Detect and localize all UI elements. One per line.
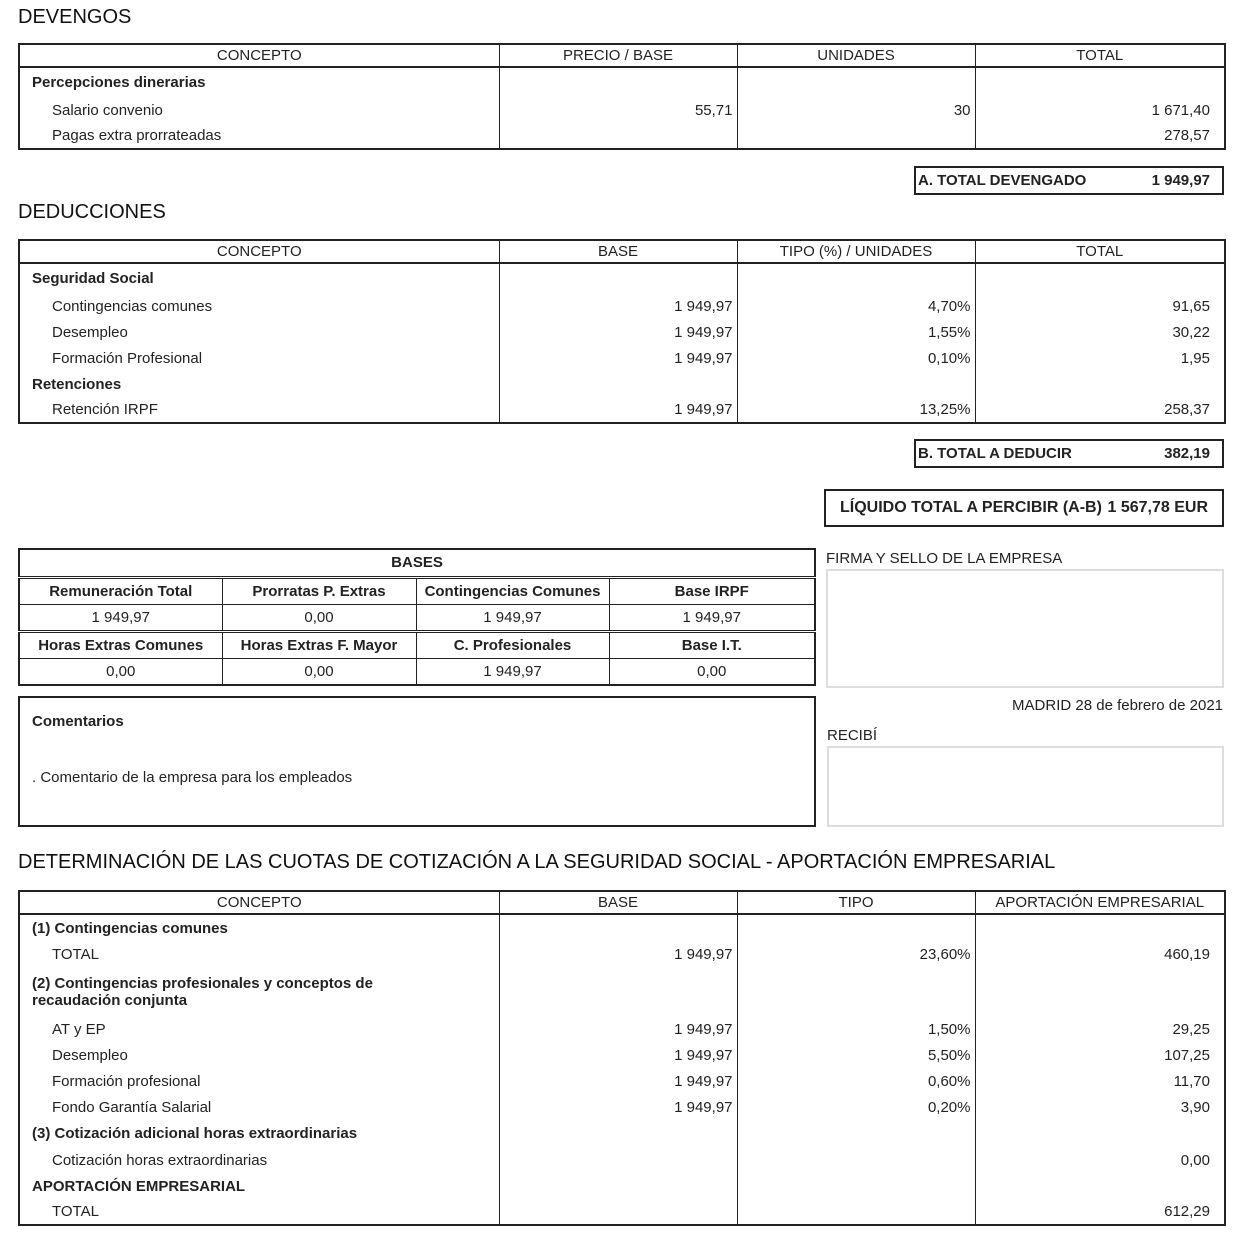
c-profesionales-value: 1 949,97: [416, 658, 609, 685]
bases-title: BASES: [19, 549, 815, 577]
table-row: [19, 1094, 1225, 1120]
precio-cell: [499, 123, 737, 149]
group-row: [19, 263, 1225, 293]
bases-header-row: [19, 577, 815, 604]
precio-cell: 55,71: [499, 97, 737, 123]
total-cell: 258,37: [975, 397, 1225, 423]
base-cell: 1 949,97: [499, 1094, 737, 1120]
header-concepto: CONCEPTO: [19, 44, 499, 67]
fecha-label: MADRID 28 de febrero de 2021: [1012, 697, 1223, 714]
base-cell: 1 949,97: [499, 1042, 737, 1068]
concepto-cell: Formación profesional: [19, 1068, 499, 1094]
tipo-cell: 0,10%: [737, 345, 975, 371]
base-cell: 1 949,97: [499, 319, 737, 345]
total-devengado-label: A. TOTAL DEVENGADO: [918, 172, 1087, 189]
base-cell: [499, 1199, 737, 1225]
total-deducir-box: [914, 439, 1224, 468]
comentarios-text: . Comentario de la empresa para los empleados: [32, 769, 353, 786]
comentarios-box: [18, 696, 816, 827]
remuneracion-total-header: Remuneración Total: [19, 577, 222, 604]
group-row: [19, 1120, 1225, 1146]
concepto-cell: Pagas extra prorrateadas: [19, 123, 499, 149]
total-cell: 11,70: [975, 1068, 1225, 1094]
prorratas-value: 0,00: [222, 604, 416, 631]
unidades-cell: [737, 123, 975, 149]
unidades-cell: 30: [737, 97, 975, 123]
base-cell: 1 949,97: [499, 397, 737, 423]
table-row: [19, 345, 1225, 371]
horas-extras-fmayor-value: 0,00: [222, 658, 416, 685]
prorratas-header: Prorratas P. Extras: [222, 577, 416, 604]
total-devengado-value: 1 949,97: [1151, 172, 1210, 189]
concepto-cell: Salario convenio: [19, 97, 499, 123]
liquido-box: [824, 489, 1224, 527]
total-cell: 0,00: [975, 1146, 1225, 1174]
header-tipo: TIPO: [737, 891, 975, 914]
tipo-cell: 23,60%: [737, 942, 975, 967]
comentarios-title: Comentarios: [32, 713, 124, 730]
total-cell: 612,29: [975, 1199, 1225, 1225]
total-cell: 1 671,40: [975, 97, 1225, 123]
group-label: Seguridad Social: [19, 263, 499, 293]
base-cell: 1 949,97: [499, 942, 737, 967]
table-row: [19, 319, 1225, 345]
group-label: (3) Cotización adicional horas extraordinarias: [19, 1120, 499, 1146]
header-precio-base: PRECIO / BASE: [499, 44, 737, 67]
total-cell: 91,65: [975, 293, 1225, 319]
table-row: [19, 1068, 1225, 1094]
base-cell: 1 949,97: [499, 1068, 737, 1094]
total-cell: 278,57: [975, 123, 1225, 149]
header-concepto: CONCEPTO: [19, 240, 499, 263]
tipo-cell: 13,25%: [737, 397, 975, 423]
cuotas-table: [18, 890, 1226, 1226]
devengos-title: DEVENGOS: [18, 6, 132, 28]
devengos-header-row: [19, 44, 1225, 67]
concepto-cell: Contingencias comunes: [19, 293, 499, 319]
total-cell: 1,95: [975, 345, 1225, 371]
tipo-cell: 1,50%: [737, 1016, 975, 1042]
header-base: BASE: [499, 891, 737, 914]
cuotas-header-row: [19, 891, 1225, 914]
tipo-cell: [737, 1199, 975, 1225]
contingencias-comunes-value: 1 949,97: [416, 604, 609, 631]
base-cell: 1 949,97: [499, 1016, 737, 1042]
table-row: [19, 97, 1225, 123]
header-unidades: UNIDADES: [737, 44, 975, 67]
c-profesionales-header: C. Profesionales: [416, 631, 609, 658]
group-row: [19, 1174, 1225, 1199]
base-irpf-value: 1 949,97: [609, 604, 815, 631]
total-deducir-label: B. TOTAL A DEDUCIR: [918, 445, 1072, 462]
tipo-cell: 4,70%: [737, 293, 975, 319]
table-row: [19, 1146, 1225, 1174]
firma-label: FIRMA Y SELLO DE LA EMPRESA: [826, 550, 1063, 567]
total-cell: 30,22: [975, 319, 1225, 345]
tipo-cell: 1,55%: [737, 319, 975, 345]
concepto-cell: TOTAL: [19, 942, 499, 967]
contingencias-comunes-header: Contingencias Comunes: [416, 577, 609, 604]
table-row: [19, 1016, 1225, 1042]
liquido-value: 1 567,78 EUR: [1107, 499, 1208, 516]
liquido-label: LÍQUIDO TOTAL A PERCIBIR (A-B): [840, 499, 1102, 516]
base-cell: 1 949,97: [499, 293, 737, 319]
base-it-value: 0,00: [609, 658, 815, 685]
total-deducir-value: 382,19: [1164, 445, 1210, 462]
header-base: BASE: [499, 240, 737, 263]
group-label: APORTACIÓN EMPRESARIAL: [19, 1174, 499, 1199]
bases-value-row: [19, 604, 815, 631]
cuotas-title: DETERMINACIÓN DE LAS CUOTAS DE COTIZACIÓN A LA SEGURIDAD SOCIAL - APORTACIÓN EMPRESARIAL: [18, 851, 1056, 873]
bases-title-row: [19, 549, 815, 577]
horas-extras-fmayor-header: Horas Extras F. Mayor: [222, 631, 416, 658]
tipo-cell: 0,60%: [737, 1068, 975, 1094]
bases-value-row: [19, 658, 815, 685]
header-total: TOTAL: [975, 240, 1225, 263]
concepto-cell: Fondo Garantía Salarial: [19, 1094, 499, 1120]
group-label: Percepciones dinerarias: [19, 67, 499, 97]
bases-header-row: [19, 631, 815, 658]
total-cell: 460,19: [975, 942, 1225, 967]
group-row: [19, 914, 1225, 942]
base-cell: [499, 1146, 737, 1174]
group-row: [19, 371, 1225, 397]
group-row: [19, 67, 1225, 97]
total-cell: 107,25: [975, 1042, 1225, 1068]
table-row: [19, 293, 1225, 319]
group-label: (1) Contingencias comunes: [19, 914, 499, 942]
table-row: [19, 942, 1225, 967]
recibi-label: RECIBÍ: [827, 727, 878, 744]
total-cell: 3,90: [975, 1094, 1225, 1120]
deducciones-header-row: [19, 240, 1225, 263]
table-row: [19, 123, 1225, 149]
group-label: Retenciones: [19, 371, 499, 397]
devengos-table: [18, 43, 1226, 150]
base-irpf-header: Base IRPF: [609, 577, 815, 604]
horas-extras-comunes-header: Horas Extras Comunes: [19, 631, 222, 658]
deducciones-table: [18, 239, 1226, 424]
tipo-cell: 0,20%: [737, 1094, 975, 1120]
tipo-cell: [737, 1146, 975, 1174]
header-total: TOTAL: [975, 44, 1225, 67]
group-label: (2) Contingencias profesionales y conceptos de recaudación conjunta: [19, 967, 499, 1016]
deducciones-title: DEDUCCIONES: [18, 201, 166, 223]
concepto-cell: Retención IRPF: [19, 397, 499, 423]
table-row: [19, 1199, 1225, 1225]
header-concepto: CONCEPTO: [19, 891, 499, 914]
base-cell: 1 949,97: [499, 345, 737, 371]
concepto-cell: AT y EP: [19, 1016, 499, 1042]
remuneracion-total-value: 1 949,97: [19, 604, 222, 631]
header-aportacion: APORTACIÓN EMPRESARIAL: [975, 891, 1225, 914]
concepto-cell: Formación Profesional: [19, 345, 499, 371]
bases-table: [18, 548, 816, 686]
table-row: [19, 1042, 1225, 1068]
concepto-cell: Cotización horas extraordinarias: [19, 1146, 499, 1174]
recibi-box: [827, 746, 1224, 827]
table-row: [19, 397, 1225, 423]
total-cell: 29,25: [975, 1016, 1225, 1042]
base-it-header: Base I.T.: [609, 631, 815, 658]
group-row: [19, 967, 1225, 1016]
firma-box: [826, 569, 1224, 688]
total-devengado-box: [914, 166, 1224, 195]
concepto-cell: Desempleo: [19, 1042, 499, 1068]
tipo-cell: 5,50%: [737, 1042, 975, 1068]
concepto-cell: Desempleo: [19, 319, 499, 345]
header-tipo: TIPO (%) / UNIDADES: [737, 240, 975, 263]
concepto-cell: TOTAL: [19, 1199, 499, 1225]
horas-extras-comunes-value: 0,00: [19, 658, 222, 685]
